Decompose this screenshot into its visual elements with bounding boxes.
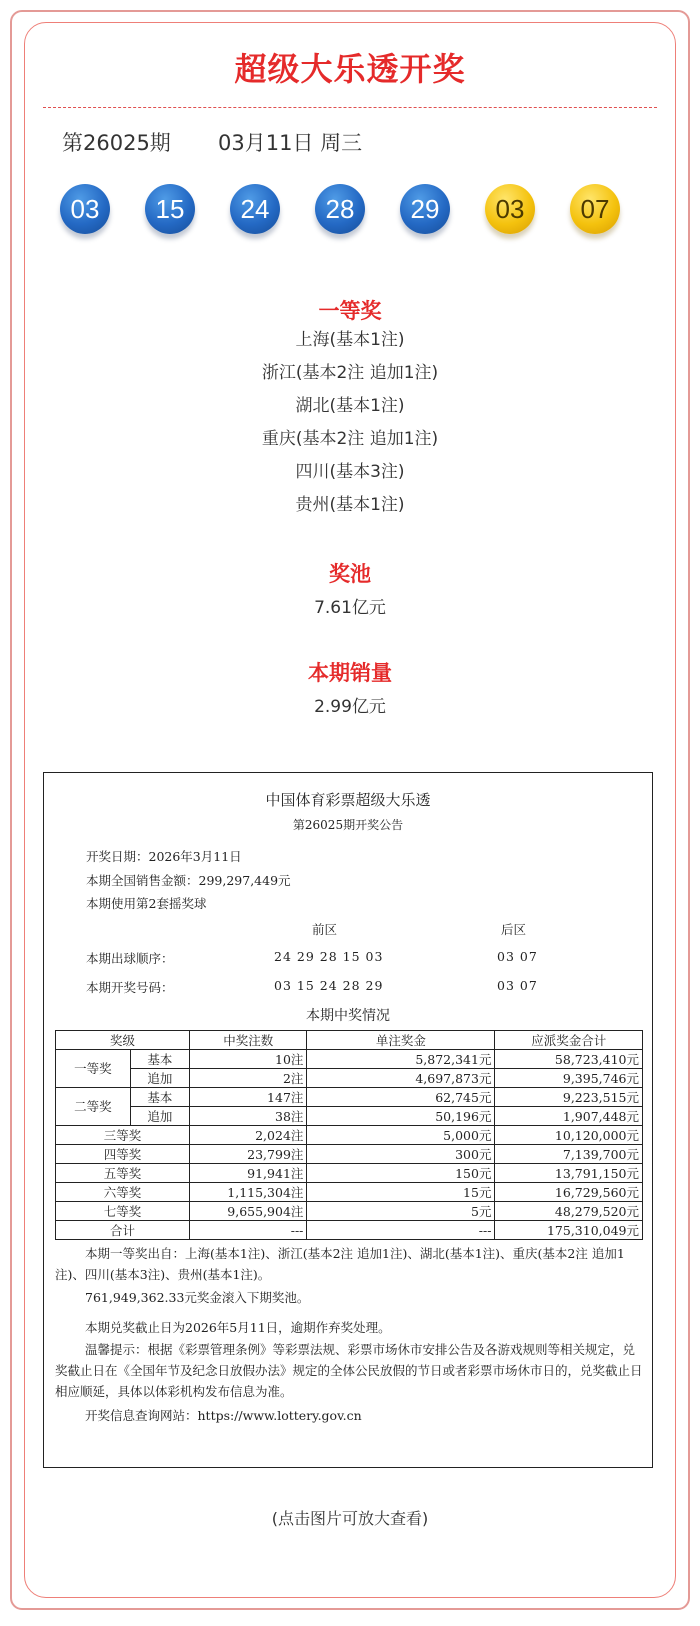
front-ball: 15 bbox=[145, 184, 195, 234]
query-site: 开奖信息查询网站：https://www.lottery.gov.cn bbox=[85, 1408, 362, 1423]
winner-count: 2注 bbox=[190, 1069, 307, 1088]
winner-count: 1,115,304注 bbox=[190, 1183, 307, 1202]
first-prize-heading: 一等奖 bbox=[318, 299, 382, 323]
table-row bbox=[56, 1183, 643, 1202]
col-header: 奖级 bbox=[56, 1031, 190, 1050]
table-row bbox=[56, 1069, 643, 1088]
page-title: 超级大乐透开奖 bbox=[234, 50, 466, 88]
front-ball: 28 bbox=[315, 184, 365, 234]
result-label: 本期开奖号码： bbox=[86, 980, 174, 995]
prize-subtype: 基本 bbox=[130, 1050, 189, 1069]
winner-count: 9,655,904注 bbox=[190, 1202, 307, 1221]
prize-total: 9,223,515元 bbox=[495, 1088, 643, 1107]
prize-level: 四等奖 bbox=[56, 1145, 190, 1164]
prize-amount: 300元 bbox=[307, 1145, 495, 1164]
front-ball: 29 bbox=[400, 184, 450, 234]
result-back: 03 07 bbox=[497, 978, 538, 993]
table-row bbox=[56, 1202, 643, 1221]
prize-situation-heading: 本期中奖情况 bbox=[306, 1008, 390, 1024]
prize-amount: --- bbox=[307, 1221, 495, 1240]
notice-ball-set: 本期使用第2套摇奖球 bbox=[86, 896, 207, 911]
winner-count: 38注 bbox=[190, 1107, 307, 1126]
pool-heading: 奖池 bbox=[329, 562, 371, 586]
prize-amount: 5,000元 bbox=[307, 1126, 495, 1145]
prize-level: 二等奖 bbox=[56, 1088, 131, 1126]
prize-level: 合计 bbox=[56, 1221, 190, 1240]
table-row bbox=[56, 1126, 643, 1145]
winner-line: 浙江(基本2注 追加1注) bbox=[261, 363, 439, 383]
back-ball: 03 bbox=[485, 184, 535, 234]
col-header: 中奖注数 bbox=[190, 1031, 307, 1050]
prize-table bbox=[55, 1030, 643, 1240]
prize-amount: 15元 bbox=[307, 1183, 495, 1202]
table-row bbox=[56, 1088, 643, 1107]
table-row bbox=[56, 1050, 643, 1069]
table-row bbox=[56, 1145, 643, 1164]
prize-amount: 62,745元 bbox=[307, 1088, 495, 1107]
zoom-hint: (点击图片可放大查看) bbox=[271, 1509, 429, 1528]
first-prize-origin: 本期一等奖出自：上海(基本1注)、浙江(基本2注 追加1注)、湖北(基本1注)、重庆(基本2注 追加1注)、四川(基本3注)、贵州(基本1注)。 bbox=[55, 1246, 625, 1282]
order-label: 本期出球顺序： bbox=[86, 951, 174, 966]
prize-level: 三等奖 bbox=[56, 1126, 190, 1145]
order-front: 24 29 28 15 03 bbox=[274, 949, 384, 964]
deadline-text: 本期兑奖截止日为2026年5月11日，逾期作弃奖处理。 bbox=[85, 1320, 391, 1335]
sales-value: 2.99亿元 bbox=[314, 697, 386, 717]
winner-line: 四川(基本3注) bbox=[295, 462, 405, 482]
prize-amount: 5元 bbox=[307, 1202, 495, 1221]
front-ball: 03 bbox=[60, 184, 110, 234]
prize-total: 9,395,746元 bbox=[495, 1069, 643, 1088]
winner-count: --- bbox=[190, 1221, 307, 1240]
winner-count: 91,941注 bbox=[190, 1164, 307, 1183]
draw-notice-image[interactable] bbox=[43, 772, 653, 1468]
tip-text: 温馨提示：根据《彩票管理条例》等彩票法规、彩票市场休市安排公告及各游戏规则等相关规定，兑奖截止日在《全国年节及纪念日放假办法》规定的全体公民放假的节日或者彩票市场休市日的，兑奖截止日相应顺延，具体以体彩机构发布信息为准。 bbox=[55, 1342, 643, 1399]
prize-subtype: 追加 bbox=[130, 1107, 189, 1126]
front-ball: 24 bbox=[230, 184, 280, 234]
prize-total: 10,120,000元 bbox=[495, 1126, 643, 1145]
prize-total: 175,310,049元 bbox=[495, 1221, 643, 1240]
winner-line: 贵州(基本1注) bbox=[295, 495, 405, 515]
back-ball: 07 bbox=[570, 184, 620, 234]
winner-count: 2,024注 bbox=[190, 1126, 307, 1145]
table-row bbox=[56, 1107, 643, 1126]
sales-heading: 本期销量 bbox=[308, 661, 392, 685]
prize-total: 13,791,150元 bbox=[495, 1164, 643, 1183]
prize-total: 7,139,700元 bbox=[495, 1145, 643, 1164]
prize-amount: 50,196元 bbox=[307, 1107, 495, 1126]
prize-subtype: 追加 bbox=[130, 1069, 189, 1088]
title-divider bbox=[43, 107, 657, 108]
table-total-row bbox=[56, 1221, 643, 1240]
notice-title: 中国体育彩票超级大乐透 bbox=[265, 791, 431, 809]
pool-value: 7.61亿元 bbox=[314, 598, 386, 618]
prize-total: 58,723,410元 bbox=[495, 1050, 643, 1069]
prize-level: 六等奖 bbox=[56, 1183, 190, 1202]
winner-count: 147注 bbox=[190, 1088, 307, 1107]
winner-line: 湖北(基本1注) bbox=[295, 396, 405, 416]
col-header: 单注奖金 bbox=[307, 1031, 495, 1050]
table-header-row bbox=[56, 1031, 643, 1050]
prize-total: 48,279,520元 bbox=[495, 1202, 643, 1221]
prize-total: 16,729,560元 bbox=[495, 1183, 643, 1202]
prize-amount: 5,872,341元 bbox=[307, 1050, 495, 1069]
prize-subtype: 基本 bbox=[130, 1088, 189, 1107]
notice-sales-amount: 本期全国销售金额：299,297,449元 bbox=[86, 873, 291, 888]
winner-count: 23,799注 bbox=[190, 1145, 307, 1164]
prize-total: 1,907,448元 bbox=[495, 1107, 643, 1126]
notice-subtitle: 第26025期开奖公告 bbox=[292, 818, 404, 832]
winner-line: 重庆(基本2注 追加1注) bbox=[261, 429, 439, 449]
front-zone-label: 前区 bbox=[312, 922, 338, 937]
first-prize-winners bbox=[0, 324, 700, 522]
notice-draw-date: 开奖日期：2026年3月11日 bbox=[86, 849, 242, 864]
prize-level: 七等奖 bbox=[56, 1202, 190, 1221]
winner-count: 10注 bbox=[190, 1050, 307, 1069]
winner-line: 上海(基本1注) bbox=[295, 330, 405, 350]
rollover-text: 761,949,362.33元奖金滚入下期奖池。 bbox=[85, 1290, 310, 1305]
draw-date: 03月11日 周三 bbox=[218, 131, 363, 155]
prize-amount: 150元 bbox=[307, 1164, 495, 1183]
back-zone-label: 后区 bbox=[501, 922, 527, 937]
draw-period: 第26025期 bbox=[62, 131, 171, 155]
result-front: 03 15 24 28 29 bbox=[274, 978, 384, 993]
order-back: 03 07 bbox=[497, 949, 538, 964]
prize-level: 一等奖 bbox=[56, 1050, 131, 1088]
prize-level: 五等奖 bbox=[56, 1164, 190, 1183]
prize-amount: 4,697,873元 bbox=[307, 1069, 495, 1088]
table-row bbox=[56, 1164, 643, 1183]
col-header: 应派奖金合计 bbox=[495, 1031, 643, 1050]
